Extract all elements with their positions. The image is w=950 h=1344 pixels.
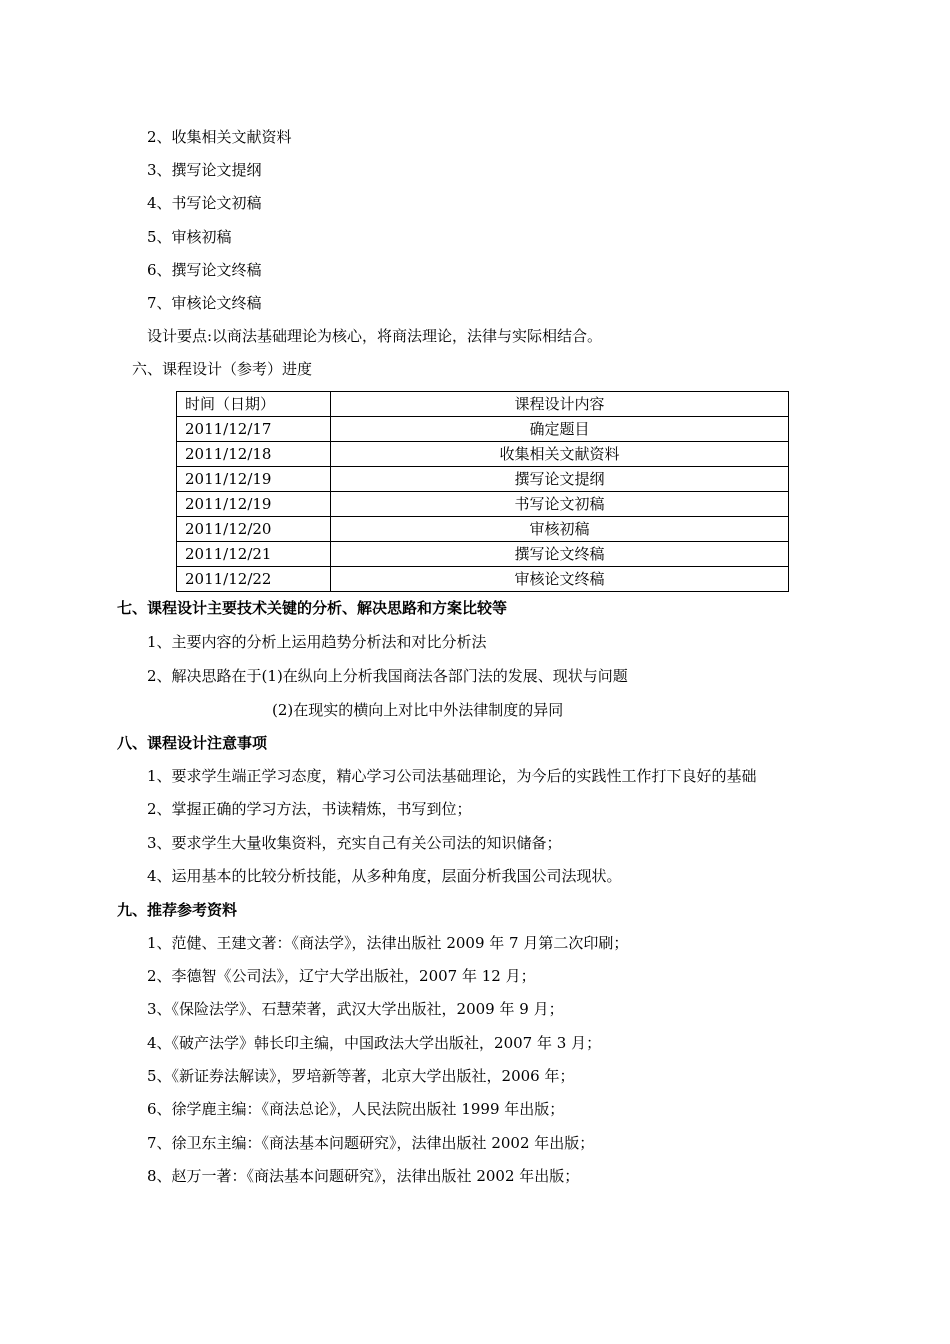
- table-cell-date: 2011/12/21: [177, 542, 331, 567]
- table-cell-date: 2011/12/20: [177, 517, 331, 542]
- table-row: [177, 517, 789, 542]
- step-item: 2、收集相关文献资料: [147, 128, 292, 146]
- table-row: [177, 567, 789, 592]
- table-cell-date: 2011/12/18: [177, 442, 331, 467]
- table-row: [177, 442, 789, 467]
- table-cell-content: 书写论文初稿: [331, 492, 789, 517]
- table-cell-date: 2011/12/19: [177, 492, 331, 517]
- step-item: 6、撰写论文终稿: [147, 261, 262, 279]
- reference-item: 7、徐卫东主编：《商法基本问题研究》，法律出版社 2002 年出版；: [147, 1134, 595, 1152]
- section-7-item: (2)在现实的横向上对比中外法律制度的异同: [272, 701, 564, 719]
- table-cell-content: 确定题目: [331, 417, 789, 442]
- table-row: [177, 417, 789, 442]
- step-item: 3、撰写论文提纲: [147, 161, 262, 179]
- reference-item: 5、《新证券法解读》，罗培新等著，北京大学出版社，2006 年；: [147, 1067, 575, 1085]
- section-7-heading: 七、课程设计主要技术关键的分析、解决思路和方案比较等: [117, 599, 508, 617]
- design-points: 设计要点:以商法基础理论为核心，将商法理论，法律与实际相结合。: [147, 327, 603, 345]
- step-item: 7、审核论文终稿: [147, 294, 262, 312]
- schedule-table: [176, 391, 789, 592]
- table-cell-content: 审核论文终稿: [331, 567, 789, 592]
- step-item: 5、审核初稿: [147, 228, 232, 246]
- section-9-heading: 九、推荐参考资料: [117, 901, 238, 919]
- step-item: 4、书写论文初稿: [147, 194, 262, 212]
- table-row: [177, 467, 789, 492]
- section-7-item: 1、主要内容的分析上运用趋势分析法和对比分析法: [147, 633, 487, 651]
- table-cell-date: 2011/12/19: [177, 467, 331, 492]
- section-6-heading: 六、课程设计（参考）进度: [132, 360, 313, 378]
- reference-item: 2、李德智《公司法》，辽宁大学出版社，2007 年 12 月；: [147, 967, 536, 985]
- table-cell-date: 2011/12/22: [177, 567, 331, 592]
- table-cell-date: 2011/12/17: [177, 417, 331, 442]
- table-cell-content: 收集相关文献资料: [331, 442, 789, 467]
- table-cell-content: 审核初稿: [331, 517, 789, 542]
- reference-item: 3、《保险法学》、石慧荣著，武汉大学出版社，2009 年 9 月；: [147, 1000, 564, 1018]
- section-8-item: 2、掌握正确的学习方法，书读精炼，书写到位；: [147, 800, 472, 818]
- section-8-item: 3、要求学生大量收集资料，充实自己有关公司法的知识储备；: [147, 834, 562, 852]
- table-cell-content: 撰写论文终稿: [331, 542, 789, 567]
- reference-item: 1、范健、王建文著：《商法学》，法律出版社 2009 年 7 月第二次印刷；: [147, 934, 629, 952]
- table-cell-content: 撰写论文提纲: [331, 467, 789, 492]
- reference-item: 6、徐学鹿主编：《商法总论》，人民法院出版社 1999 年出版；: [147, 1100, 565, 1118]
- reference-item: 8、赵万一著：《商法基本问题研究》，法律出版社 2002 年出版；: [147, 1167, 580, 1185]
- table-header-content: 课程设计内容: [331, 392, 789, 417]
- table-row: [177, 492, 789, 517]
- reference-item: 4、《破产法学》韩长印主编，中国政法大学出版社，2007 年 3 月；: [147, 1034, 602, 1052]
- table-row: [177, 542, 789, 567]
- section-8-item: 1、要求学生端正学习态度，精心学习公司法基础理论，为今后的实践性工作打下良好的基础: [147, 767, 757, 785]
- section-7-item: 2、解决思路在于(1)在纵向上分析我国商法各部门法的发展、现状与问题: [147, 667, 628, 685]
- section-8-item: 4、运用基本的比较分析技能，从多种角度，层面分析我国公司法现状。: [147, 867, 622, 885]
- table-header-row: [177, 392, 789, 417]
- section-8-heading: 八、课程设计注意事项: [117, 734, 268, 752]
- table-header-date: 时间（日期）: [177, 392, 331, 417]
